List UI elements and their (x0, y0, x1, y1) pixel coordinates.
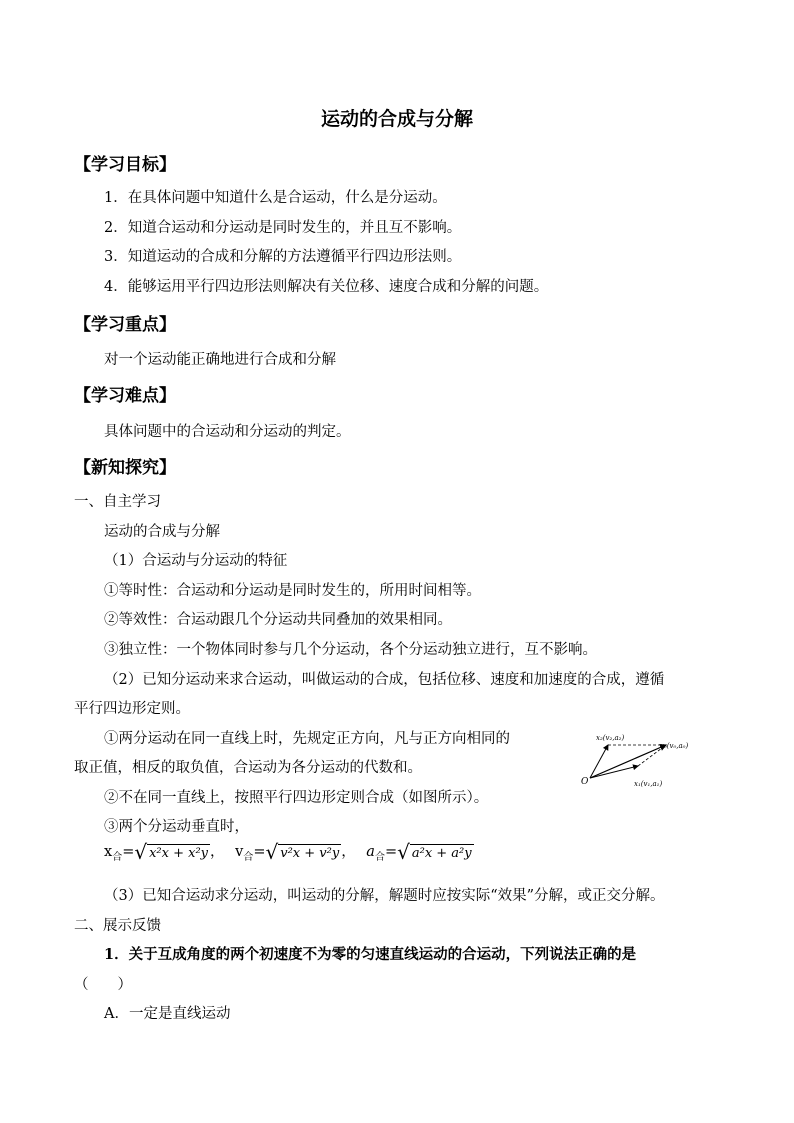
sqrt-x: √ x²x + x²y (134, 840, 209, 864)
explore-heading: 【新知探究】 (74, 458, 176, 478)
decomposition-paragraph: （3）已知合运动求分运动，叫运动的分解，解题时应按实际“效果”分解，或正交分解。 (104, 888, 665, 904)
vector-x2 (590, 745, 608, 778)
formula-x-sub: 合 (112, 852, 123, 863)
goal-item-3: 3．知道运动的合成和分解的方法遵循平行四边形法则。 (104, 249, 462, 265)
formula-v-eq: = (253, 844, 266, 860)
same-line-rule-cont: 取正值，相反的取负值，合运动为各分运动的代数和。 (74, 760, 422, 776)
formula-a-symbol: a (366, 843, 375, 860)
feature-simultaneity: ①等时性：合运动和分运动是同时发生的，所用时间相等。 (104, 583, 481, 599)
label-x1: x₁(v₁,a₁) (634, 780, 663, 788)
feedback-heading: 二、展示反馈 (74, 918, 161, 934)
parallelogram-diagram (578, 728, 696, 794)
sqrt-a: √ a²x + a²y (397, 839, 472, 864)
sqrt-v: √ v²x + v²y (265, 840, 340, 864)
difficulty-heading: 【学习难点】 (74, 386, 176, 406)
formula-a (366, 841, 473, 863)
composition-paragraph: （2）已知分运动来求合运动，叫做运动的合成，包括位移、速度和加速度的合成，遵循 (104, 672, 665, 688)
self-study-subtitle: 运动的合成与分解 (104, 524, 220, 540)
not-same-line-rule: ②不在同一直线上，按照平行四边形定则合成（如图所示）。 (104, 790, 489, 806)
goal-item-1: 1．在具体问题中知道什么是合运动，什么是分运动。 (104, 190, 447, 206)
feature-independence: ③独立性：一个物体同时参与几个分运动，各个分运动独立进行，互不影响。 (104, 642, 597, 658)
feature-equivalence: ②等效性：合运动跟几个分运动共同叠加的效果相同。 (104, 612, 452, 628)
perpendicular-formulas (104, 840, 480, 863)
formula-x (104, 840, 225, 863)
self-study-heading: 一、自主学习 (74, 494, 161, 510)
key-heading: 【学习重点】 (74, 315, 176, 335)
vector-x0 (590, 745, 666, 778)
feature-intro: （1）合运动与分运动的特征 (104, 553, 288, 569)
formula-v-sub: 合 (243, 852, 254, 863)
perpendicular-rule: ③两个分运动垂直时， (104, 819, 249, 835)
question-1-option-a: A．一定是直线运动 (104, 1006, 231, 1022)
formula-v (235, 840, 356, 863)
formula-x-symbol: x (104, 844, 113, 860)
question-1-blank: （ ） (74, 977, 132, 993)
formula-comma-2: ， (341, 844, 356, 860)
goals-heading: 【学习目标】 (74, 155, 176, 175)
same-line-rule: ①两分运动在同一直线上时，先规定正方向，凡与正方向相同的 (104, 731, 510, 747)
sqrt-a-radicand: a²x + a²y (411, 845, 472, 861)
formula-comma-1: ， (210, 844, 225, 860)
composition-paragraph-cont: 平行四边形定则。 (74, 701, 190, 717)
formula-a-sub: 合 (374, 851, 385, 863)
sqrt-x-radicand: x²x + x²y (149, 846, 209, 861)
formula-a-eq: = (384, 843, 398, 860)
goal-item-4: 4．能够运用平行四边形法则解决有关位移、速度合成和分解的问题。 (104, 279, 549, 295)
page-title: 运动的合成与分解 (320, 108, 473, 130)
question-1: 1．关于互成角度的两个初速度不为零的匀速直线运动的合运动，下列说法正确的是 (104, 946, 637, 963)
formula-v-symbol: v (235, 844, 244, 860)
origin-label: O (581, 777, 589, 787)
label-x0: x₀(v₀,a₀) (660, 742, 689, 750)
sqrt-v-radicand: v²x + v²y (280, 846, 340, 861)
formula-x-eq: = (122, 844, 135, 860)
difficulty-text: 具体问题中的合运动和分运动的判定。 (104, 424, 351, 440)
key-text: 对一个运动能正确地进行合成和分解 (104, 352, 336, 368)
label-x2: x₂(v₂,a₂) (596, 734, 625, 742)
goal-item-2: 2．知道合运动和分运动是同时发生的，并且互不影响。 (104, 220, 462, 236)
